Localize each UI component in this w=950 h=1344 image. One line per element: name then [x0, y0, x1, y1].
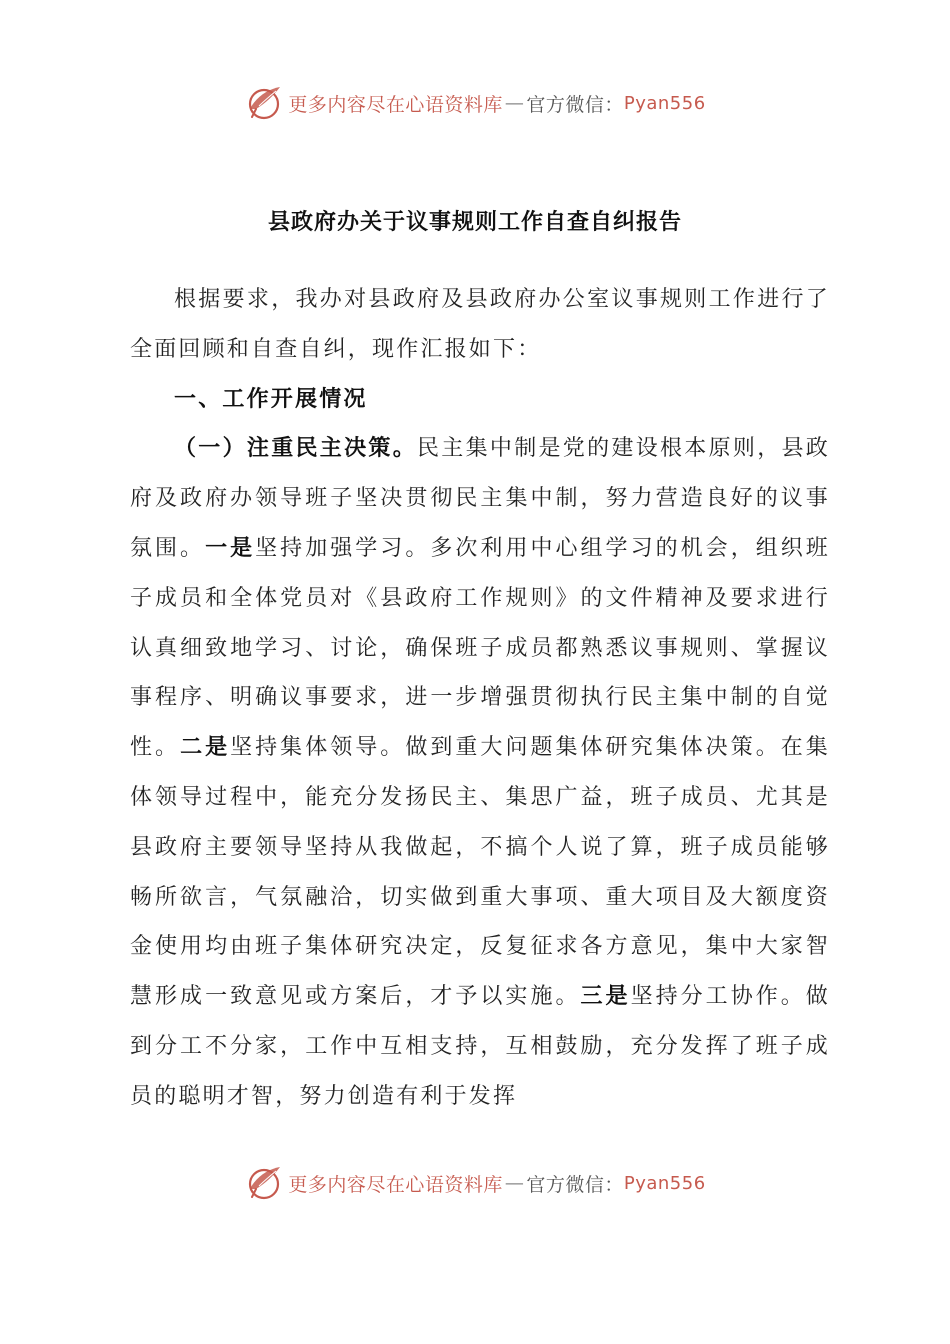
point-label-three: 三是: [580, 983, 631, 1010]
banner-wechat-label: 官方微信：: [526, 93, 624, 116]
point-text-one: 坚持加强学习。多次利用中心组学习的机会，组织班子成员和全体党员对《县政府工作规则》的文件精神及要求进行认真细致地学习、讨论，确保班子成员都熟悉议事规则、掌握议事程序、明确议事要求，进一步增强贯彻执行民主集中制的自觉性。: [130, 535, 830, 761]
point-text-two: 坚持集体领导。做到重大问题集体研究集体决策。在集体领导过程中，能充分发扬民主、集思广益，班子成员、尤其是县政府主要领导坚持从我做起，不搞个人说了算，班子成员能够畅所欲言，气氛融洽，切实做到重大事项、重大项目及大额度资金使用均由班子集体研究决定，反复征求各方意见，集中大家智慧形成一致意见或方案后，才予以实施。: [130, 735, 830, 1010]
footer-watermark-banner: [0, 1161, 950, 1205]
banner-wechat-id: Pyan556: [623, 1172, 706, 1194]
intro-paragraph: 根据要求，我办对县政府及县政府办公室议事规则工作进行了全面回顾和自查自纠，现作汇报如下：: [130, 287, 830, 362]
banner-wechat-label: 官方微信：: [526, 1173, 624, 1196]
document-title: 县政府办关于议事规则工作自查自纠报告: [267, 209, 682, 235]
banner-slogan: 更多内容尽在心语资料库: [288, 1173, 503, 1196]
document-body: [130, 275, 830, 1122]
feather-pen-logo-icon: [244, 83, 284, 123]
feather-pen-logo-icon: [244, 1163, 284, 1203]
header-watermark-banner: [0, 81, 950, 125]
point-label-two: 二是: [180, 734, 231, 761]
banner-wechat-id: Pyan556: [623, 92, 706, 114]
banner-separator: —: [504, 92, 525, 114]
point-text-three: 坚持分工协作。做到分工不分家，工作中互相支持，互相鼓励，充分发挥了班子成员的聪明才智，努力创造有利于发挥: [130, 984, 830, 1109]
section-heading: 一、工作开展情况: [174, 385, 368, 412]
banner-separator: —: [504, 1172, 525, 1194]
subsection-title: （一）注重民主决策。: [174, 435, 417, 462]
banner-slogan: 更多内容尽在心语资料库: [288, 93, 503, 116]
subsection-text: 民主集中制是党的建设根本原则，县政府及政府办领导班子坚决贯彻民主集中制，努力营造良好的议事氛围。: [130, 436, 830, 561]
point-label-one: 一是: [205, 534, 256, 561]
section-paragraph: [130, 424, 830, 1121]
